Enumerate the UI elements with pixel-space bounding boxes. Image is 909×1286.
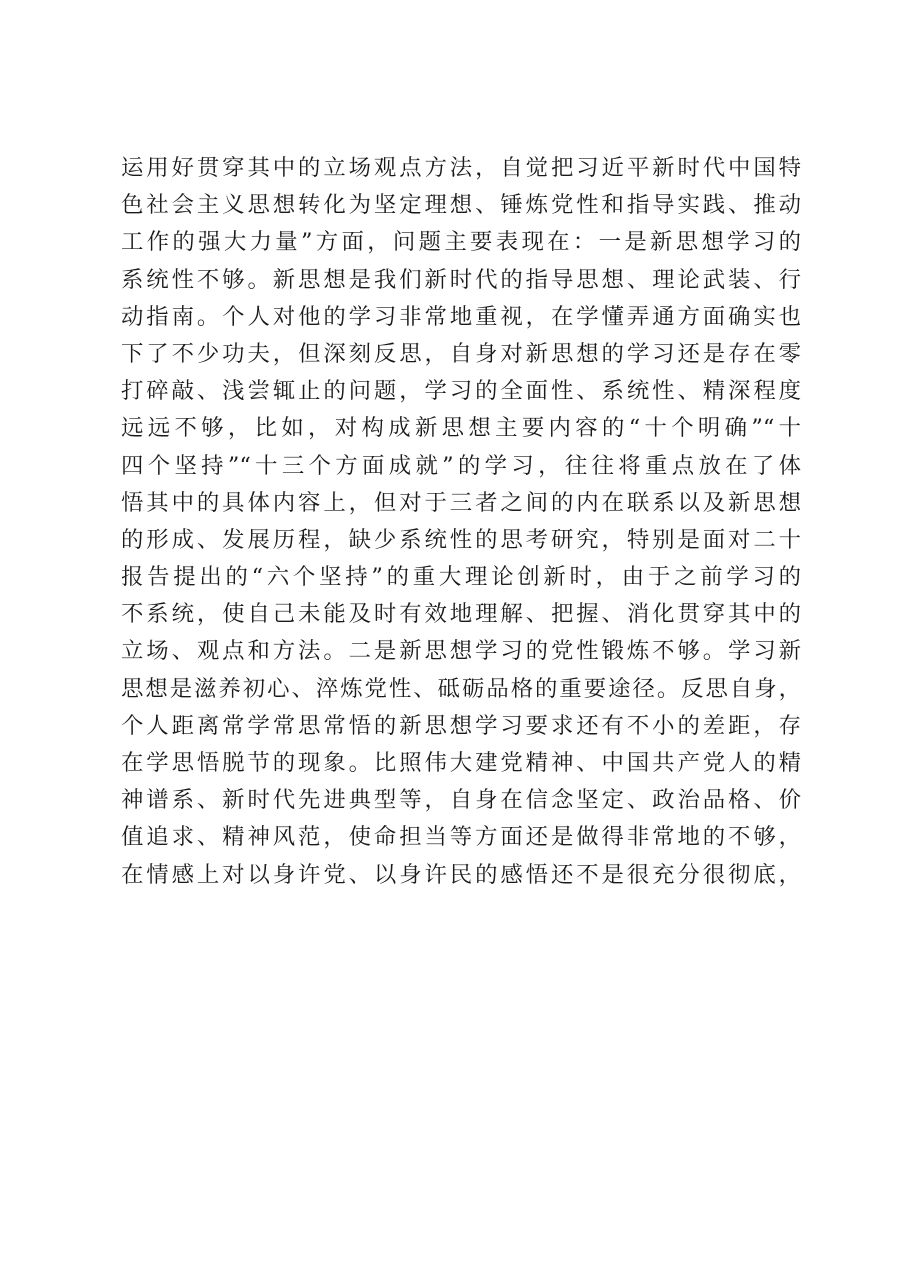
text-line: 值追求、精神风范，使命担当等方面还是做得非常地的不够， [121, 824, 801, 851]
body-paragraph [121, 150, 801, 894]
text-line: 动指南。个人对他的学习非常地重视，在学懂弄通方面确实也 [121, 303, 801, 330]
text-line: 思想是滋养初心、淬炼党性、砥砺品格的重要途径。反思自身， [121, 675, 801, 702]
text-line: 运用好贯穿其中的立场观点方法，自觉把习近平新时代中国特 [121, 155, 801, 181]
text-line: 在情感上对以身许党、以身许民的感悟还不是很充分很彻底， [121, 861, 801, 888]
text-line: 远远不够，比如，对构成新思想主要内容的“十个明确”“十 [121, 415, 801, 442]
text-line: 工作的强大力量”方面，问题主要表现在：一是新思想学习的 [121, 229, 801, 256]
text-line: 报告提出的“六个坚持”的重大理论创新时，由于之前学习的 [121, 564, 801, 591]
text-line: 神谱系、新时代先进典型等，自身在信念坚定、政治品格、价 [121, 787, 801, 814]
text-line: 悟其中的具体内容上，但对于三者之间的内在联系以及新思想 [121, 489, 801, 516]
text-line: 下了不少功夫，但深刻反思，自身对新思想的学习还是存在零 [121, 340, 801, 367]
text-line: 系统性不够。新思想是我们新时代的指导思想、理论武装、行 [121, 266, 801, 293]
text-line: 立场、观点和方法。二是新思想学习的党性锻炼不够。学习新 [121, 638, 801, 665]
text-line: 个人距离常学常思常悟的新思想学习要求还有不小的差距，存 [121, 712, 801, 739]
text-line: 不系统，使自己未能及时有效地理解、把握、消化贯穿其中的 [121, 601, 801, 628]
text-line: 在学思悟脱节的现象。比照伟大建党精神、中国共产党人的精 [121, 750, 801, 776]
text-line: 的形成、发展历程，缺少系统性的思考研究，特别是面对二十 [121, 526, 801, 553]
text-line: 打碎敲、浅尝辄止的问题，学习的全面性、系统性、精深程度 [121, 378, 801, 405]
text-line: 色社会主义思想转化为坚定理想、锤炼党性和指导实践、推动 [121, 192, 801, 219]
text-line: 四个坚持”“十三个方面成就”的学习，往往将重点放在了体 [121, 452, 801, 479]
